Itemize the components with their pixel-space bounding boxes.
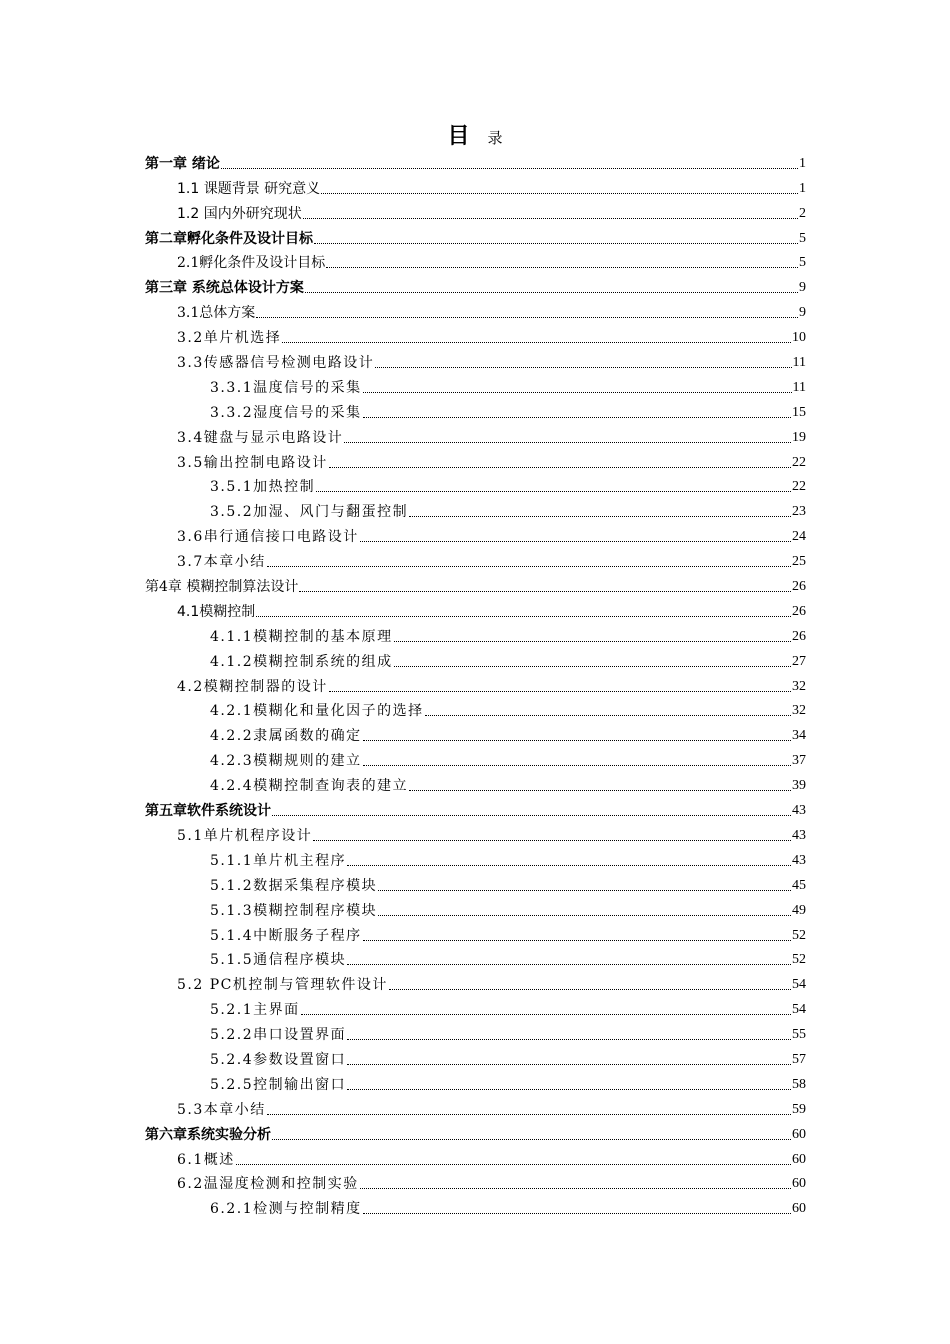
- toc-dot-leader: [363, 940, 791, 941]
- toc-entry-label: 3.3.2湿度信号的采集: [210, 404, 362, 421]
- toc-entry[interactable]: [145, 1169, 806, 1194]
- toc-entry[interactable]: [145, 720, 806, 745]
- toc-dot-leader: [316, 491, 791, 492]
- toc-entry[interactable]: [145, 646, 806, 671]
- toc-entry[interactable]: [145, 596, 806, 621]
- toc-entry[interactable]: [145, 969, 806, 994]
- toc-entry-label: 1.1 课题背景 研究意义: [177, 180, 321, 197]
- toc-title-secondary: 录: [487, 129, 503, 147]
- toc-entry-label: 5.2.4参数设置窗口: [210, 1051, 347, 1068]
- toc-entry[interactable]: [145, 1119, 806, 1144]
- toc-entry-label: 3.2单片机选择: [177, 330, 282, 347]
- toc-entry[interactable]: [145, 1193, 806, 1218]
- toc-entry[interactable]: [145, 248, 806, 273]
- toc-page-number: 54: [792, 977, 806, 993]
- toc-entry-label: 5.1.2数据采集程序模块: [210, 877, 378, 894]
- toc-page-number: 60: [792, 1176, 806, 1192]
- toc-entry-label: 5.2.1主界面: [210, 1002, 300, 1019]
- toc-entry-label: 2.1孵化条件及设计目标: [177, 255, 326, 272]
- toc-dot-leader: [321, 193, 798, 194]
- toc-page-number: 59: [792, 1101, 806, 1117]
- toc-page-number: 10: [792, 330, 806, 346]
- toc-page-number: 9: [799, 305, 806, 321]
- toc-entry-label: 第六章系统实验分析: [145, 1126, 271, 1143]
- toc-page-number: 24: [792, 529, 806, 545]
- toc-entry-label: 4.1.1模糊控制的基本原理: [210, 628, 393, 645]
- toc-dot-leader: [303, 218, 798, 219]
- toc-entry[interactable]: [145, 671, 806, 696]
- toc-entry[interactable]: [145, 1069, 806, 1094]
- toc-dot-leader: [347, 1089, 791, 1090]
- toc-entry[interactable]: [145, 347, 806, 372]
- toc-entry[interactable]: [145, 770, 806, 795]
- toc-entry[interactable]: [145, 496, 806, 521]
- toc-dot-leader: [363, 1213, 791, 1214]
- toc-entry[interactable]: [145, 696, 806, 721]
- toc-page-number: 57: [792, 1051, 806, 1067]
- toc-entry-label: 4.1.2模糊控制系统的组成: [210, 653, 393, 670]
- toc-entry[interactable]: [145, 845, 806, 870]
- toc-dot-leader: [272, 815, 791, 816]
- toc-entry-label: 6.1概述: [177, 1151, 235, 1168]
- toc-entry-label: 5.1单片机程序设计: [177, 827, 313, 844]
- toc-entry[interactable]: [145, 223, 806, 248]
- toc-page-number: 11: [792, 379, 806, 395]
- toc-dot-leader: [326, 267, 798, 268]
- toc-entry[interactable]: [145, 173, 806, 198]
- toc-page-number: 1: [799, 155, 806, 171]
- toc-page-number: 34: [792, 728, 806, 744]
- toc-entry-label: 5.1.3模糊控制程序模块: [210, 902, 378, 919]
- toc-dot-leader: [389, 989, 791, 990]
- toc-dot-leader: [236, 1164, 791, 1165]
- toc-entry[interactable]: [145, 472, 806, 497]
- toc-dot-leader: [267, 566, 791, 567]
- toc-dot-leader: [299, 591, 791, 592]
- toc-entry-label: 第五章软件系统设计: [145, 803, 271, 820]
- toc-entry-label: 第二章孵化条件及设计目标: [145, 230, 313, 247]
- toc-entry-label: 3.3传感器信号检测电路设计: [177, 355, 375, 372]
- toc-entry[interactable]: [145, 920, 806, 945]
- toc-page-number: 9: [799, 280, 806, 296]
- toc-entry-label: 6.2温湿度检测和控制实验: [177, 1176, 359, 1193]
- toc-page-number: 26: [792, 628, 806, 644]
- toc-entry[interactable]: [145, 621, 806, 646]
- toc-entry[interactable]: [145, 1019, 806, 1044]
- toc-entry-label: 5.2.2串口设置界面: [210, 1027, 347, 1044]
- toc-page-number: 52: [792, 952, 806, 968]
- toc-page-number: 22: [792, 454, 806, 470]
- toc-page-number: 49: [792, 902, 806, 918]
- toc-page-number: 43: [792, 827, 806, 843]
- toc-entry[interactable]: [145, 297, 806, 322]
- toc-dot-leader: [256, 317, 798, 318]
- toc-entry-label: 第4章 模糊控制算法设计: [145, 579, 299, 596]
- toc-dot-leader: [409, 516, 791, 517]
- toc-entry-label: 1.2 国内外研究现状: [177, 205, 302, 222]
- toc-page-number: 60: [792, 1126, 806, 1142]
- toc-entry-label: 3.1总体方案: [177, 305, 256, 322]
- toc-page-number: 15: [792, 404, 806, 420]
- toc-entry[interactable]: [145, 322, 806, 347]
- toc-dot-leader: [375, 367, 791, 368]
- toc-dot-leader: [329, 691, 791, 692]
- toc-entry-label: 第一章 绪论: [145, 155, 220, 172]
- toc-dot-leader: [394, 666, 791, 667]
- toc-entry-label: 5.2 PC机控制与管理软件设计: [177, 977, 388, 994]
- toc-entry[interactable]: [145, 447, 806, 472]
- toc-dot-leader: [267, 1114, 791, 1115]
- toc-page-number: 45: [792, 877, 806, 893]
- toc-entry[interactable]: [145, 571, 806, 596]
- toc-page-number: 39: [792, 778, 806, 794]
- toc-dot-leader: [305, 292, 798, 293]
- toc-entry[interactable]: [145, 397, 806, 422]
- toc-dot-leader: [409, 790, 791, 791]
- toc-page-number: 2: [799, 205, 806, 221]
- toc-entry[interactable]: [145, 148, 806, 173]
- toc-dot-leader: [360, 541, 791, 542]
- toc-page-number: 43: [792, 803, 806, 819]
- toc-entry[interactable]: [145, 1144, 806, 1169]
- toc-title-main: 目: [447, 124, 470, 149]
- toc-page-number: 54: [792, 1002, 806, 1018]
- toc-dot-leader: [363, 765, 791, 766]
- toc-dot-leader: [378, 915, 791, 916]
- toc-page-number: 1: [799, 180, 806, 196]
- toc-entry-label: 3.5输出控制电路设计: [177, 454, 328, 471]
- toc-entry[interactable]: [145, 521, 806, 546]
- toc-dot-leader: [272, 1139, 791, 1140]
- toc-entry-label: 3.5.2加湿、风门与翻蛋控制: [210, 504, 409, 521]
- toc-page-number: 26: [792, 603, 806, 619]
- toc-dot-leader: [256, 616, 791, 617]
- toc-entry-label: 5.3本章小结: [177, 1101, 266, 1118]
- toc-dot-leader: [282, 342, 791, 343]
- toc-entry-label: 5.2.5控制输出窗口: [210, 1076, 347, 1093]
- toc-dot-leader: [394, 641, 791, 642]
- toc-entry[interactable]: [145, 272, 806, 297]
- toc-page-number: 27: [792, 653, 806, 669]
- toc-entry-label: 3.6串行通信接口电路设计: [177, 529, 359, 546]
- toc-page-number: 25: [792, 554, 806, 570]
- toc-page-number: 32: [792, 703, 806, 719]
- toc-dot-leader: [363, 740, 791, 741]
- toc-page-number: 58: [792, 1076, 806, 1092]
- toc-entry-label: 4.2.1模糊化和量化因子的选择: [210, 703, 424, 720]
- toc-entry[interactable]: [145, 945, 806, 970]
- table-of-contents: [145, 148, 806, 1218]
- toc-page-number: 5: [799, 255, 806, 271]
- toc-dot-leader: [378, 890, 791, 891]
- toc-dot-leader: [360, 1188, 791, 1189]
- toc-dot-leader: [347, 865, 791, 866]
- toc-entry-label: 5.1.1单片机主程序: [210, 852, 347, 869]
- toc-dot-leader: [314, 243, 798, 244]
- toc-page-number: 32: [792, 678, 806, 694]
- toc-entry-label: 5.1.4中断服务子程序: [210, 927, 362, 944]
- toc-entry-label: 第三章 系统总体设计方案: [145, 280, 304, 297]
- toc-entry[interactable]: [145, 795, 806, 820]
- toc-entry-label: 4.2.3模糊规则的建立: [210, 753, 362, 770]
- toc-entry-label: 5.1.5通信程序模块: [210, 952, 347, 969]
- toc-dot-leader: [344, 442, 791, 443]
- toc-dot-leader: [425, 715, 791, 716]
- toc-dot-leader: [347, 1039, 791, 1040]
- toc-entry-label: 3.3.1温度信号的采集: [210, 379, 362, 396]
- toc-page-number: 22: [792, 479, 806, 495]
- toc-entry[interactable]: [145, 1094, 806, 1119]
- toc-entry[interactable]: [145, 372, 806, 397]
- toc-entry-label: 4.2.2隶属函数的确定: [210, 728, 362, 745]
- toc-entry-label: 3.4键盘与显示电路设计: [177, 429, 344, 446]
- toc-dot-leader: [347, 1064, 791, 1065]
- toc-page-number: 60: [792, 1201, 806, 1217]
- toc-page-number: 52: [792, 927, 806, 943]
- toc-page-number: 19: [792, 429, 806, 445]
- toc-dot-leader: [363, 417, 791, 418]
- toc-entry-label: 4.1模糊控制: [177, 603, 256, 620]
- toc-entry-label: 3.7本章小结: [177, 554, 266, 571]
- toc-entry[interactable]: [145, 1044, 806, 1069]
- toc-page-number: 37: [792, 753, 806, 769]
- toc-entry[interactable]: [145, 546, 806, 571]
- toc-dot-leader: [363, 392, 792, 393]
- toc-entry-label: 4.2.4模糊控制查询表的建立: [210, 778, 409, 795]
- toc-entry-label: 6.2.1检测与控制精度: [210, 1201, 362, 1218]
- toc-page-number: 43: [792, 852, 806, 868]
- toc-dot-leader: [313, 840, 791, 841]
- toc-page-number: 55: [792, 1027, 806, 1043]
- toc-dot-leader: [347, 964, 791, 965]
- toc-entry-label: 3.5.1加热控制: [210, 479, 316, 496]
- toc-dot-leader: [329, 467, 791, 468]
- toc-page-number: 60: [792, 1151, 806, 1167]
- toc-entry[interactable]: [145, 198, 806, 223]
- toc-page-number: 23: [792, 504, 806, 520]
- toc-dot-leader: [301, 1014, 791, 1015]
- toc-entry-label: 4.2模糊控制器的设计: [177, 678, 328, 695]
- toc-page-number: 11: [792, 355, 806, 371]
- toc-entry[interactable]: [145, 422, 806, 447]
- toc-page-number: 5: [799, 230, 806, 246]
- toc-entry[interactable]: [145, 994, 806, 1019]
- toc-entry[interactable]: [145, 745, 806, 770]
- toc-entry[interactable]: [145, 870, 806, 895]
- toc-entry[interactable]: [145, 820, 806, 845]
- toc-entry[interactable]: [145, 895, 806, 920]
- toc-dot-leader: [221, 168, 798, 169]
- toc-page-number: 26: [792, 579, 806, 595]
